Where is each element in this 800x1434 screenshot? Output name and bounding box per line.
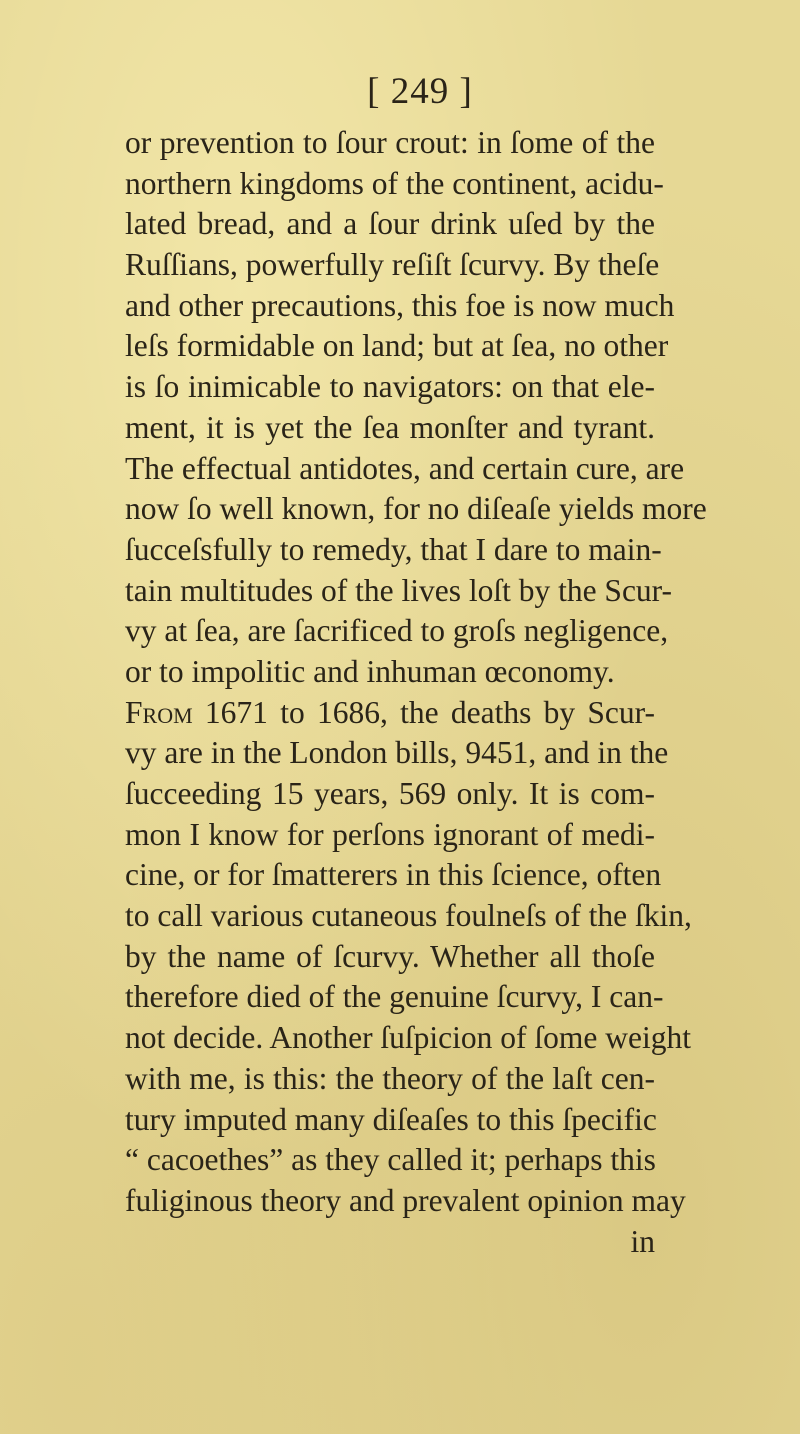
text-line: ſucceſsfully to remedy, that I dare to main-: [125, 531, 662, 567]
text-line: or prevention to ſour crout: in ſome of the: [125, 125, 655, 160]
text-line: tury imputed many diſeaſes to this ſpecific: [125, 1101, 657, 1137]
small-caps-word: From: [125, 694, 193, 730]
catchword: in: [630, 1223, 655, 1259]
text-line: lated bread, and a ſour drink uſed by the: [125, 206, 655, 242]
text-line: fuliginous theory and prevalent opinion may: [125, 1182, 686, 1218]
text-line: cine, or for ſmatterers in this ſcience, often: [125, 857, 662, 893]
text-line: The effectual antidotes, and certain cure, are: [125, 450, 685, 486]
text-line: ſucceeding 15 years, 569 only. It is com-: [125, 776, 655, 811]
text-line: now ſo well known, for no diſeaſe yields more: [125, 491, 707, 527]
text-line: and other precautions, this foe is now much: [125, 287, 675, 323]
text-line: Ruſſians, powerfully reſiſt ſcurvy. By theſe: [125, 247, 660, 283]
text-line: by the name of ſcurvy. Whether all thoſe: [125, 938, 655, 974]
text-line: vy are in the London bills, 9451, and in the: [125, 735, 669, 771]
text-line: mon I know for perſons ignorant of medi-: [125, 816, 655, 852]
text-line: is ſo inimicable to navigators: on that ele-: [125, 369, 655, 405]
text-line: to call various cutaneous foulneſs of the ſkin,: [125, 898, 692, 934]
text-line: ment, it is yet the ſea monſter and tyrant.: [125, 409, 655, 445]
body-text: [125, 123, 707, 1262]
paragraph-start-line: From 1671 to 1686, the deaths by Scur-: [125, 694, 655, 730]
text-line: northern kingdoms of the continent, acidu-: [125, 165, 664, 201]
text-line: leſs formidable on land; but at ſea, no other: [125, 328, 669, 364]
text-line: vy at ſea, are ſacrificed to groſs negligence,: [125, 613, 669, 649]
text-line: not decide. Another ſuſpicion of ſome weight: [125, 1020, 692, 1056]
text-line: “ cacoethes” as they called it; perhaps this: [125, 1142, 656, 1178]
text-line: tain multitudes of the lives loſt by the Scur-: [125, 572, 673, 608]
text-line: or to impolitic and inhuman œconomy.: [125, 653, 615, 689]
text-line: therefore died of the genuine ſcurvy, I can-: [125, 979, 664, 1015]
page-number-header: [ 249 ]: [367, 71, 473, 112]
text-line: with me, is this: the theory of the laſt cen-: [125, 1060, 655, 1096]
